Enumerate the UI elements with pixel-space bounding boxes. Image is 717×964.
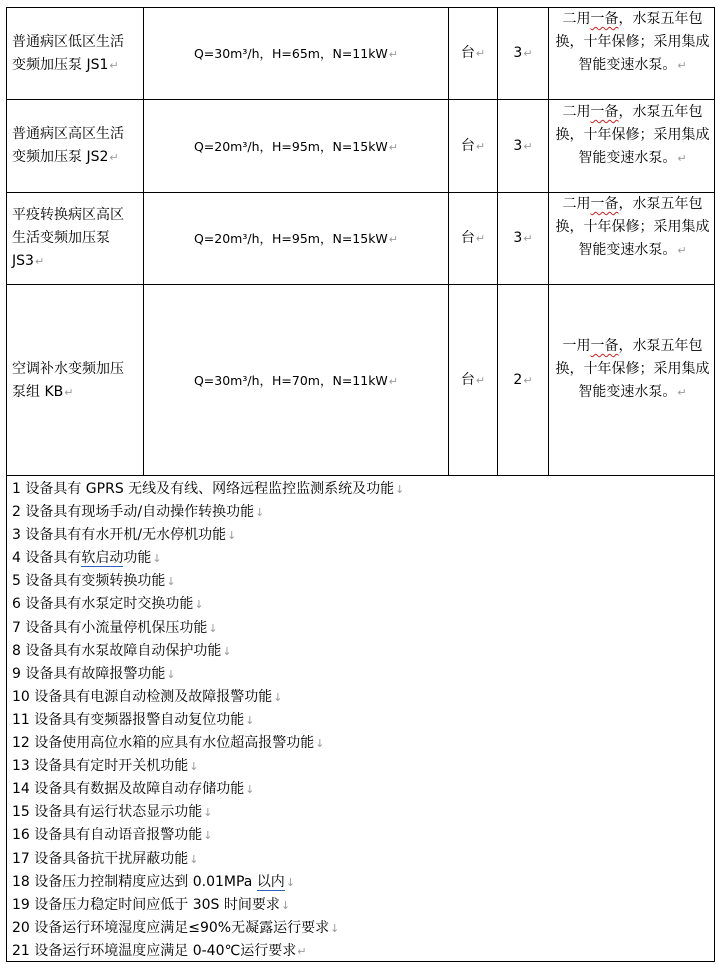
- table-row-2-note: 二用一备，水泵五年包换，十年保修；采用集成智能变速水泵。↵: [555, 104, 710, 166]
- table-row-2-qty: 3↵: [513, 138, 533, 154]
- list-item: 17 设备具备抗干扰屏蔽功能↓: [12, 850, 199, 867]
- table-row-1-spec: Q=30m³/h，H=65m，N=11kW↵: [193, 46, 399, 61]
- table-row-1-name: 普通病区低区生活变频加压泵 JS1↵: [12, 34, 124, 73]
- table-row-1-qty: 3↵: [513, 45, 533, 61]
- list-item: 2 设备具有现场手动/自动操作转换功能↓: [12, 504, 265, 521]
- list-item: 20 设备运行环境湿度应满足≤90%无凝露运行要求↓: [12, 919, 340, 936]
- table-row-4-qty: 2↵: [513, 372, 533, 388]
- table-row-2-name: 普通病区高区生活变频加压泵 JS2↵: [12, 126, 124, 165]
- list-item: 9 设备具有故障报警功能↓: [12, 665, 176, 682]
- table-row-3-unit: 台↵: [460, 230, 486, 246]
- row-divider: [6, 475, 715, 476]
- list-item: 12 设备使用高位水箱的应具有水位超高报警功能↓: [12, 735, 325, 752]
- table-row-1-note: 二用一备，水泵五年包换，十年保修；采用集成智能变速水泵。↵: [555, 11, 710, 73]
- table-row-3-spec: Q=20m³/h，H=95m，N=15kW↵: [193, 231, 399, 246]
- list-item: 18 设备压力控制精度应达到 0.01MPa 以内↓: [12, 873, 296, 890]
- list-item: 16 设备具有自动语音报警功能↓: [12, 827, 213, 844]
- table-row-3-name: 平疫转换病区高区生活变频加压泵 JS3↵: [12, 207, 124, 269]
- list-item: 5 设备具有变频转换功能↓: [12, 573, 176, 590]
- table-row-4-note: 一用一备，水泵五年包换，十年保修；采用集成智能变速水泵。↵: [555, 338, 710, 400]
- list-item: 19 设备压力稳定时间应低于 30S 时间要求↓: [12, 896, 291, 913]
- list-item: 13 设备具有定时开关机功能↓: [12, 758, 199, 775]
- list-item: 14 设备具有数据及故障自动存储功能↓: [12, 781, 255, 798]
- table-row-2-unit: 台↵: [460, 138, 486, 154]
- list-item: 1 设备具有 GPRS 无线及有线、网络远程监控监测系统及功能↓: [12, 481, 405, 497]
- list-item: 6 设备具有水泵定时交换功能↓: [12, 596, 204, 613]
- row-divider: [6, 99, 715, 100]
- list-item: 7 设备具有小流量停机保压功能↓: [12, 619, 218, 636]
- list-item: 11 设备具有变频器报警自动复位功能↓: [12, 711, 255, 728]
- feature-list: [12, 478, 712, 963]
- table-row-4-name: 空调补水变频加压泵组 KB↵: [12, 361, 124, 400]
- table-row-3-qty: 3↵: [513, 230, 533, 246]
- table-row-2-spec: Q=20m³/h，H=95m，N=15kW↵: [193, 139, 399, 154]
- table-row-1-unit: 台↵: [460, 45, 486, 61]
- list-item: 3 设备具有有水开机/无水停机功能↓: [12, 527, 237, 544]
- table-row-4-spec: Q=30m³/h，H=70m，N=11kW↵: [193, 373, 399, 388]
- list-item: 10 设备具有电源自动检测及故障报警功能↓: [12, 688, 283, 705]
- row-divider: [6, 284, 715, 285]
- column-divider: [548, 7, 549, 476]
- list-item: 21 设备运行环境温度应满足 0-40℃运行要求↵: [12, 942, 307, 959]
- table-row-4-unit: 台↵: [460, 372, 486, 388]
- table-left-border: [6, 7, 7, 962]
- list-item: 4 设备具有软启动功能↓: [12, 550, 162, 567]
- list-item: 8 设备具有水泵故障自动保护功能↓: [12, 642, 232, 659]
- list-item: 15 设备具有运行状态显示功能↓: [12, 804, 213, 821]
- table-row-3-note: 二用一备，水泵五年包换，十年保修；采用集成智能变速水泵。↵: [555, 196, 710, 258]
